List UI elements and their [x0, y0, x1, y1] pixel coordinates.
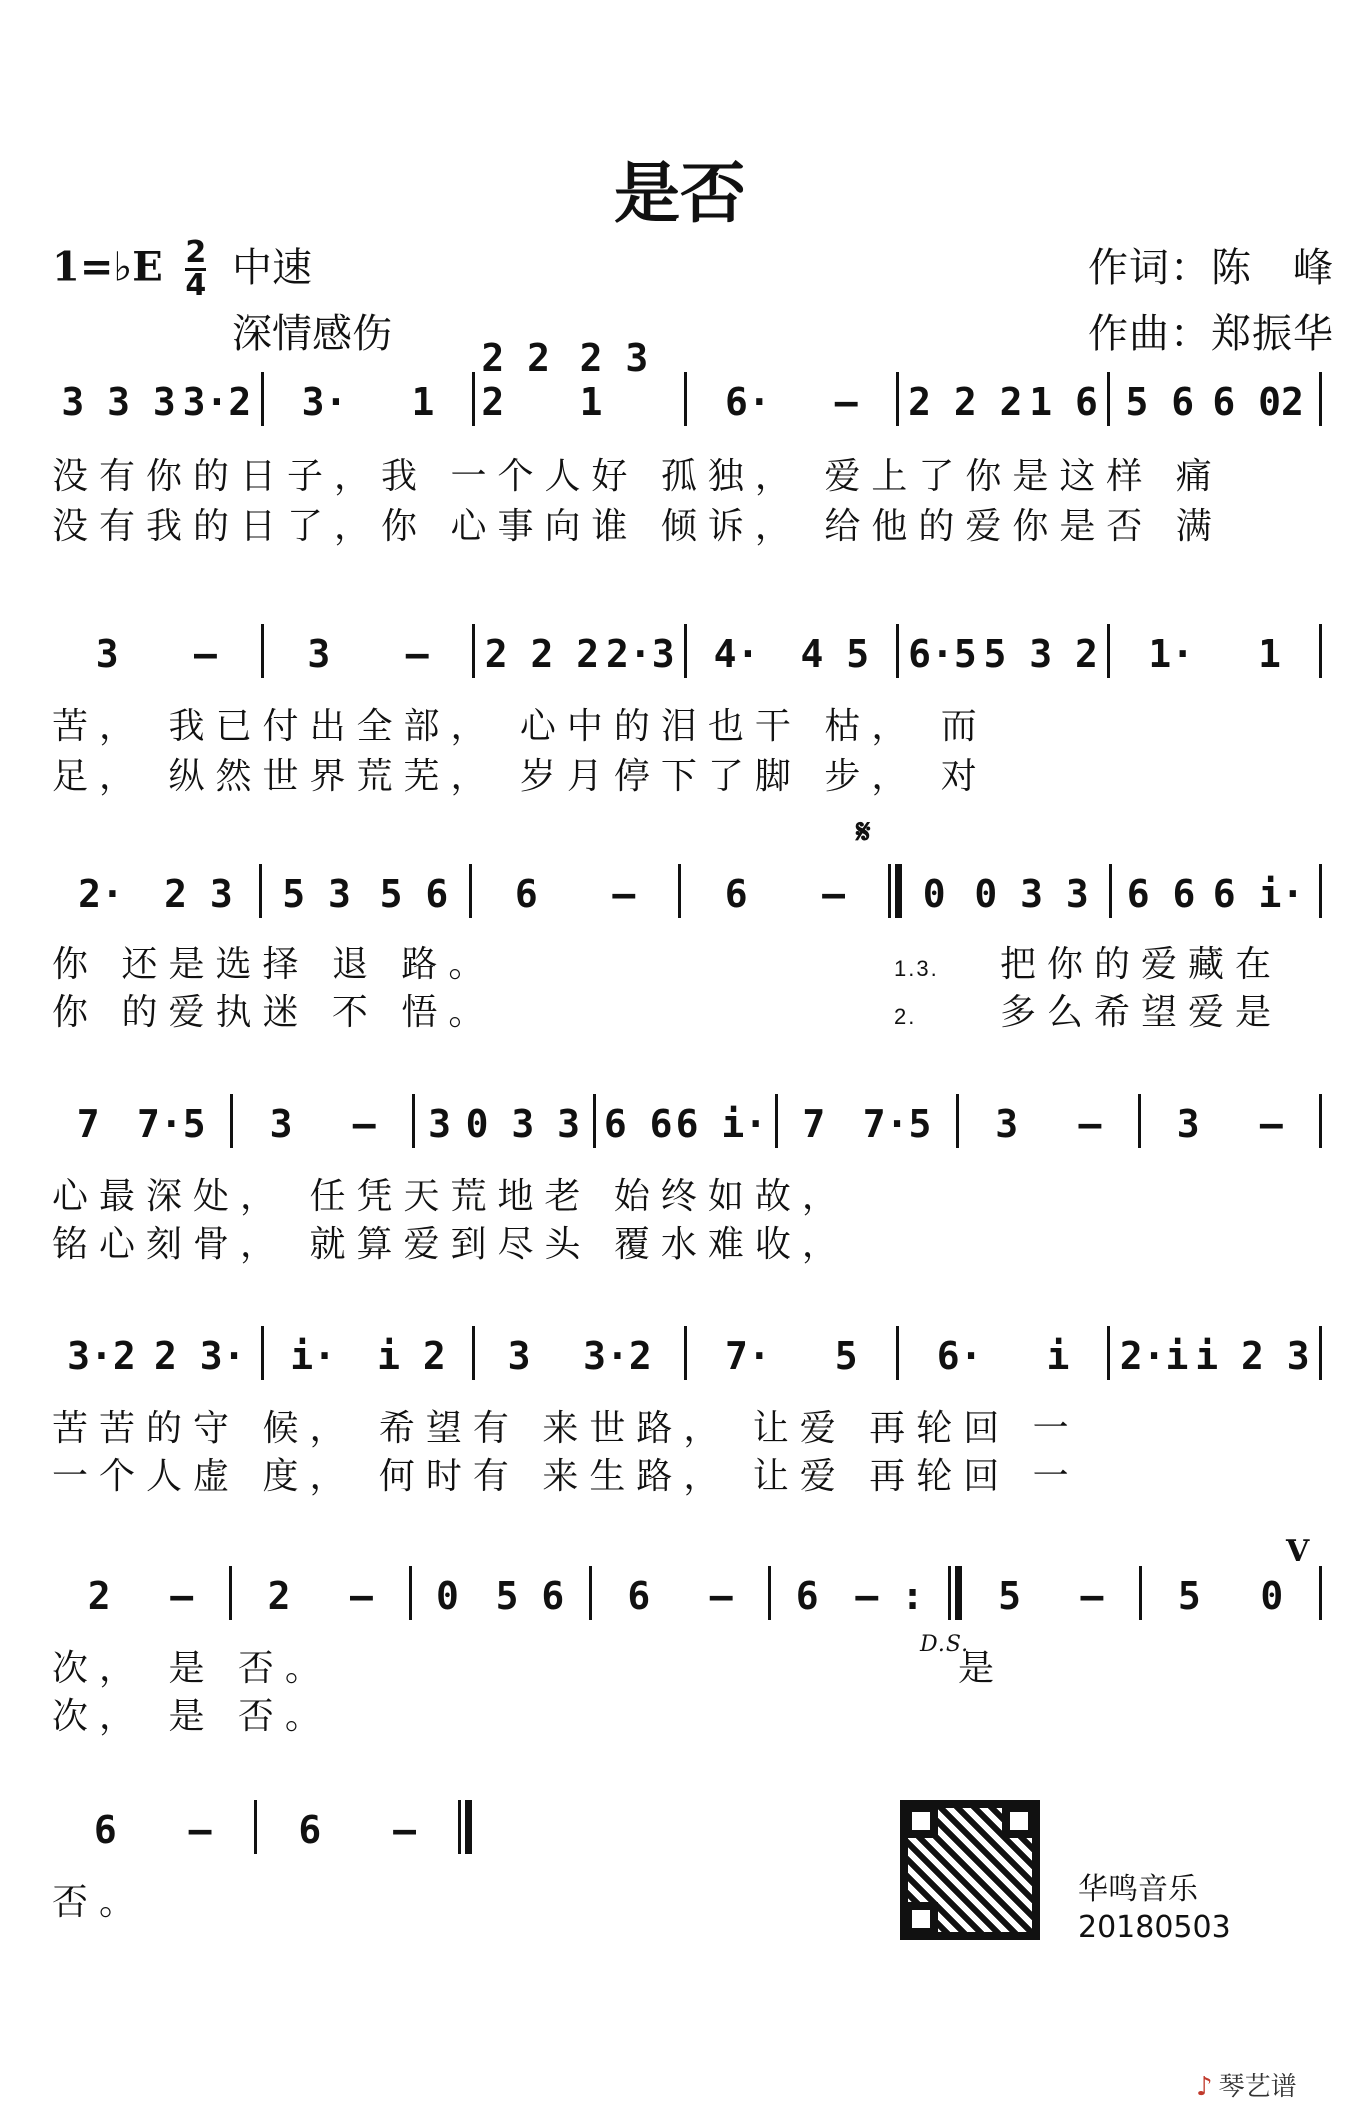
measure	[592, 1562, 769, 1622]
note-group: 6·	[725, 380, 771, 424]
measure	[52, 368, 261, 428]
measure	[264, 1322, 473, 1382]
segno-sign: 𝄋	[856, 812, 871, 852]
measure	[52, 1090, 230, 1150]
final-barline	[458, 1800, 472, 1854]
measure	[1110, 368, 1319, 428]
song-title: 是否	[614, 155, 746, 232]
note-group: 1	[1258, 632, 1282, 676]
measure	[899, 620, 1108, 680]
time-signature	[185, 235, 207, 303]
note-group: 3·	[301, 380, 348, 424]
lyric-verse-2: 足， 纵然世界荒芜， 岁月停下了脚 步， 对	[52, 756, 988, 797]
measure	[412, 1562, 589, 1622]
note-group: 5 6	[495, 1574, 565, 1618]
publish-date: 20180503	[1078, 1910, 1231, 1945]
lyric-verse-1: 心最深处， 任凭天荒地老 始终如故，	[52, 1176, 849, 1217]
note-group: –	[709, 1574, 733, 1618]
note-group: –	[1259, 1102, 1283, 1146]
note-group: 3	[307, 632, 331, 676]
note-group: 2 2 2	[908, 380, 1023, 424]
note-group: 3 3 3	[61, 380, 176, 424]
note-group: 7	[76, 1102, 100, 1146]
measure	[687, 620, 896, 680]
note-group: 1 6	[1029, 380, 1098, 424]
note-group: 2	[267, 1574, 291, 1618]
note-group: 1	[411, 380, 435, 424]
note-group: 3	[269, 1102, 293, 1146]
note-group: 3·2	[182, 380, 252, 424]
barline	[1319, 372, 1322, 426]
measure	[681, 860, 888, 920]
measure	[475, 1322, 684, 1382]
note-group: –	[393, 1808, 417, 1852]
staff-5	[52, 1322, 1322, 1382]
note-group: –	[834, 380, 858, 424]
time-top: 2	[185, 235, 207, 270]
note-group: 2 3 1	[579, 336, 649, 424]
note-group: 2·3	[605, 632, 675, 676]
measure	[778, 1090, 956, 1150]
measure	[899, 1322, 1108, 1382]
note-group: 3	[95, 632, 119, 676]
note-group: –	[194, 632, 217, 676]
staff-3	[52, 860, 1322, 920]
tempo-marking: 中速	[232, 245, 312, 291]
measure	[596, 1090, 774, 1150]
note-group: 2 2 2	[484, 632, 600, 676]
measure	[52, 860, 259, 920]
measure	[902, 860, 1109, 920]
note-group: 0 3 3	[974, 872, 1089, 916]
note-group: 1·	[1148, 632, 1195, 676]
note-group: 7·	[725, 1334, 771, 1378]
da-segno-mark: D.S.	[920, 1632, 970, 1657]
note-group: –	[1080, 1574, 1104, 1618]
measure	[264, 620, 473, 680]
barline	[1319, 1326, 1322, 1380]
measure	[475, 336, 684, 428]
lyric-verse-1: 没有你的日子，我 一个人好 孤独， 爱上了你是这样 痛	[52, 456, 1223, 497]
note-group: –	[170, 1574, 194, 1618]
measure	[899, 368, 1108, 428]
measure	[232, 1562, 409, 1622]
note-group: 3	[995, 1102, 1019, 1146]
note-group: 3	[507, 1334, 531, 1378]
qr-corner	[1002, 1804, 1036, 1838]
breath-mark: V	[1286, 1534, 1310, 1569]
note-group: 7	[802, 1102, 826, 1146]
note-group: 2	[87, 1574, 111, 1618]
verse-label-2	[894, 992, 916, 1033]
staff-4	[52, 1090, 1322, 1150]
measure	[1110, 1322, 1319, 1382]
key-signature	[52, 235, 207, 303]
verse-label-1	[894, 944, 939, 985]
note-group: 3	[428, 1102, 452, 1146]
barline	[1319, 864, 1322, 918]
note-group: 5 6	[379, 872, 449, 916]
note-group: 3·2	[583, 1334, 652, 1378]
note-group: 2 2 2	[481, 336, 550, 424]
note-group: 7·5	[862, 1102, 932, 1146]
note-group: 5 3 2	[983, 632, 1098, 676]
note-group: 0	[436, 1574, 459, 1618]
note-group: –	[822, 872, 846, 916]
note-group: 7·5	[137, 1102, 206, 1146]
measure	[264, 368, 473, 428]
expression-marking: 深情感伤	[232, 311, 392, 357]
lyric-verse-1: 苦， 我已付出全部， 心中的泪也干 枯， 而	[52, 706, 988, 747]
note-group: 0	[922, 872, 946, 916]
note-group: –	[405, 632, 429, 676]
composer-credit: 作曲：郑振华	[1088, 311, 1334, 357]
note-group: 2 3	[164, 872, 233, 916]
note-group: 3·2	[67, 1334, 136, 1378]
staff-6	[52, 1562, 1322, 1622]
barline	[1319, 1566, 1322, 1620]
measure	[52, 620, 261, 680]
note-group: 5	[834, 1334, 858, 1378]
note-group: 3	[1176, 1102, 1200, 1146]
measure	[52, 1322, 261, 1382]
staff-1	[52, 336, 1322, 428]
lyric-verse-1-right: 是	[958, 1648, 1006, 1689]
note-group: 6	[627, 1574, 651, 1618]
qr-code-icon	[900, 1800, 1040, 1940]
time-bottom: 4	[185, 268, 207, 303]
note-group: –	[1078, 1102, 1102, 1146]
note-group: 6	[514, 872, 538, 916]
site-logo-text: 琴艺谱	[1218, 2072, 1297, 2102]
lyric-verse-1: 否。	[52, 1882, 147, 1923]
measure	[962, 1562, 1139, 1622]
measure	[257, 1796, 459, 1856]
repeat-barline	[948, 1566, 962, 1620]
note-group: 5	[998, 1574, 1021, 1618]
staff-7	[52, 1796, 472, 1856]
note-group: 6 6	[1126, 872, 1196, 916]
site-logo	[1196, 2066, 1297, 2103]
note-group: 2 3·	[154, 1334, 246, 1378]
qr-corner	[904, 1902, 938, 1936]
note-group: 4 5	[800, 632, 870, 676]
lyricist-credit: 作词：陈 峰	[1088, 245, 1334, 291]
measure	[1112, 860, 1319, 920]
lyric-verse-2: 没有我的日了，你 心事向谁 倾诉， 给他的爱你是否 满	[52, 506, 1223, 547]
measure	[959, 1090, 1137, 1150]
logo-icon: ♪	[1196, 2072, 1213, 2102]
double-barline	[888, 864, 902, 918]
staff-2	[52, 620, 1322, 680]
measure	[52, 1562, 229, 1622]
measure	[472, 860, 679, 920]
note-group: 4·	[713, 632, 760, 676]
note-group: i 2 3	[1195, 1334, 1310, 1378]
measure	[52, 1796, 254, 1856]
note-group: 6 6	[603, 1102, 673, 1146]
lyric-verse-1: 次， 是 否。	[52, 1648, 332, 1689]
note-group: –	[612, 872, 636, 916]
note-group: 5	[1177, 1574, 1201, 1618]
measure	[771, 1562, 948, 1622]
note-group: 6	[93, 1808, 117, 1852]
note-group: 6	[795, 1574, 819, 1618]
measure	[415, 1090, 593, 1150]
note-group: 6·	[936, 1334, 983, 1378]
measure	[1142, 1562, 1319, 1622]
note-group: 6 02	[1212, 380, 1304, 424]
barline	[1319, 624, 1322, 678]
verse-label: 1.3.	[894, 956, 939, 981]
measure	[1110, 620, 1319, 680]
lyric-verse-2: 次， 是 否。	[52, 1696, 332, 1737]
note-group: 5 6	[1125, 380, 1195, 424]
lyric-verse-1: 苦苦的守 候， 希望有 来世路， 让爱 再轮回 一	[52, 1408, 1080, 1449]
lyric-verse-2: 一个人虚 度， 何时有 来生路， 让爱 再轮回 一	[52, 1456, 1080, 1497]
lyric-verse-1: 你 还是选择 退 路。	[52, 944, 496, 985]
lyric-verse-2-right: 多么希望爱是	[1000, 992, 1283, 1033]
note-group: 6	[724, 872, 748, 916]
lyric-verse-1-right: 把你的爱藏在	[1000, 944, 1283, 985]
note-group: –	[188, 1808, 212, 1852]
lyric-verse-2: 铭心刻骨， 就算爱到尽头 覆水难收，	[52, 1224, 849, 1265]
measure	[687, 368, 896, 428]
publisher-name: 华鸣音乐	[1078, 1872, 1198, 1907]
barline	[1319, 1094, 1322, 1148]
note-group: i	[1046, 1334, 1070, 1378]
key-label: 1=♭E	[52, 243, 163, 291]
note-group: 2·i	[1119, 1334, 1189, 1378]
verse-label: 2.	[894, 1004, 917, 1029]
note-group: 2·	[78, 872, 124, 916]
measure	[262, 860, 469, 920]
note-group: 0	[1260, 1574, 1284, 1618]
measure	[475, 620, 684, 680]
note-group: –	[350, 1574, 373, 1618]
note-group: 6·5	[908, 632, 977, 676]
note-group: 5 3	[282, 872, 351, 916]
measure	[1141, 1090, 1319, 1150]
measure	[687, 1322, 896, 1382]
note-group: 6 i·	[675, 1102, 768, 1146]
lyric-verse-2: 你 的爱执迷 不 悟。	[52, 992, 496, 1033]
note-group: i·	[290, 1334, 336, 1378]
qr-corner	[904, 1804, 938, 1838]
note-group: 6 i·	[1212, 872, 1305, 916]
note-group: i 2	[377, 1334, 446, 1378]
note-group: –	[352, 1102, 376, 1146]
measure	[233, 1090, 411, 1150]
note-group: – :	[855, 1574, 924, 1618]
note-group: 6	[298, 1808, 322, 1852]
note-group: 0 3 3	[465, 1102, 580, 1146]
